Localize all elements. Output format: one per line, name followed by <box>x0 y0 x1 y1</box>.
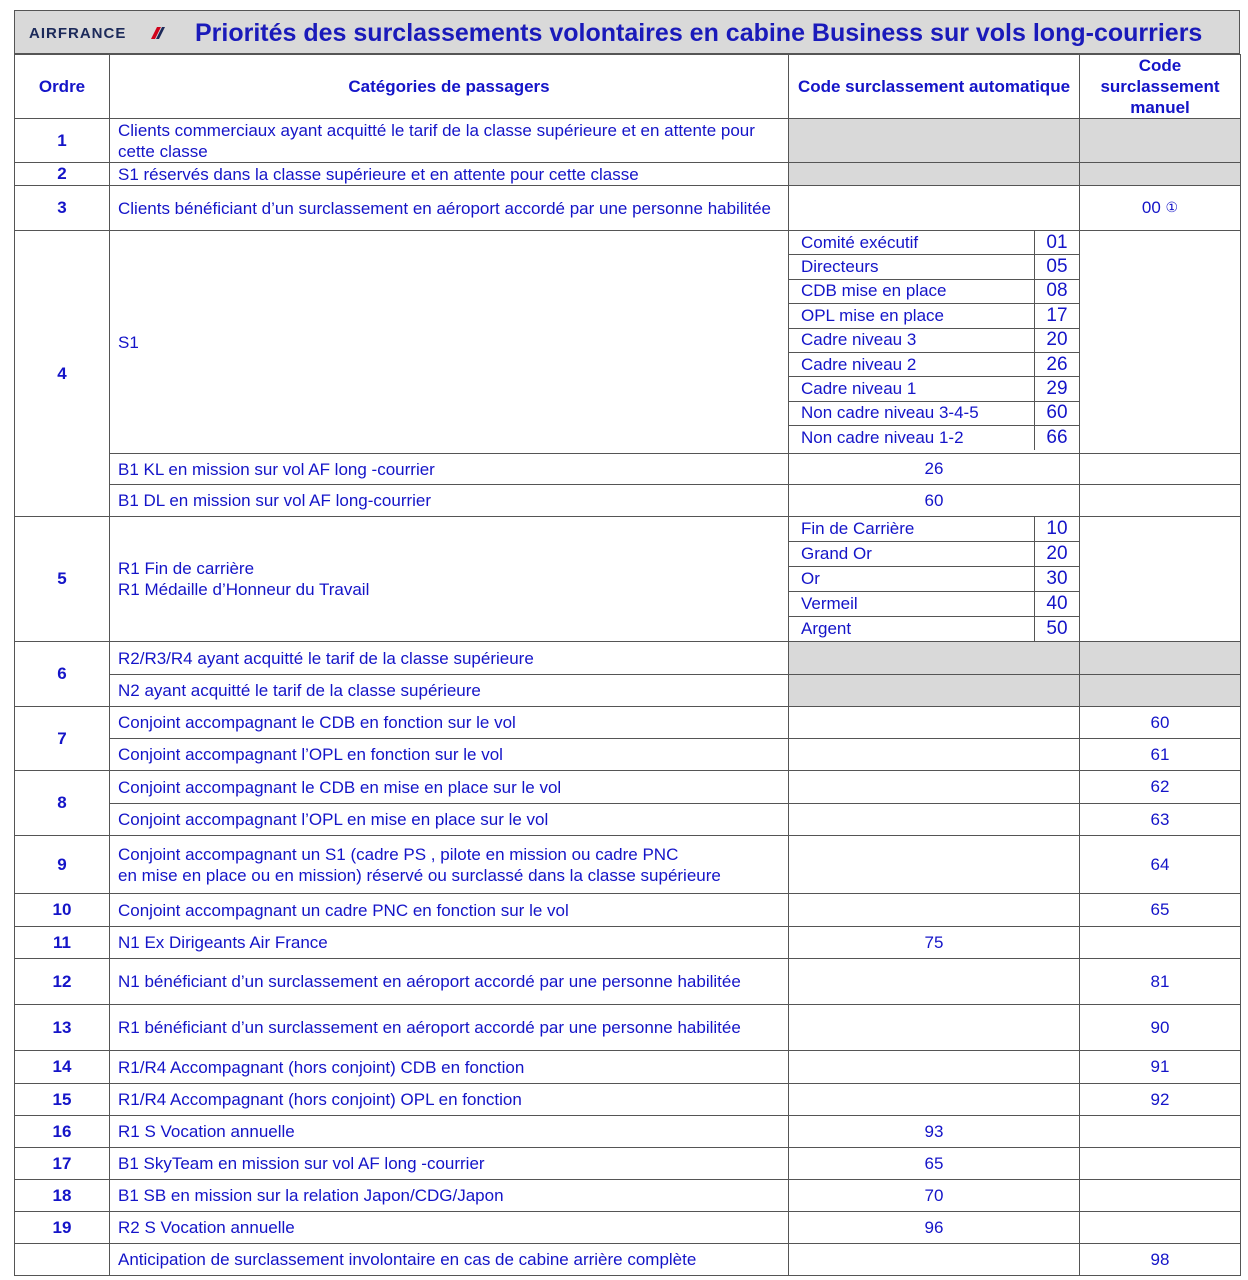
code-value: 66 <box>1035 426 1080 450</box>
table-row <box>15 119 1241 163</box>
table-row <box>15 1051 1241 1084</box>
list-item <box>789 426 1079 450</box>
list-item <box>789 401 1079 425</box>
manual-code-cell: 92 <box>1080 1084 1241 1116</box>
column-header-order: Ordre <box>15 55 110 119</box>
list-item <box>789 352 1079 376</box>
manual-code-cell: 63 <box>1080 804 1241 836</box>
table-row <box>15 894 1241 927</box>
category-cell: S1 réservés dans la classe supérieure et en attente pour cette classe <box>110 163 789 186</box>
code-value: 05 <box>1035 255 1080 279</box>
table-row <box>15 1116 1241 1148</box>
manual-code-cell: 91 <box>1080 1051 1241 1084</box>
s1-code-subtable <box>789 231 1079 450</box>
table-row <box>15 231 1241 454</box>
order-cell: 7 <box>15 707 110 771</box>
table-row <box>15 454 1241 485</box>
code-label: Directeurs <box>789 255 1035 279</box>
category-cell: R2 S Vocation annuelle <box>110 1212 789 1244</box>
code-value: 08 <box>1035 279 1080 303</box>
auto-code-cell: 93 <box>789 1116 1080 1148</box>
airfrance-logo: AIRFRANCE <box>29 25 127 42</box>
order-cell: 4 <box>15 231 110 517</box>
category-cell: Clients bénéficiant d’un surclassement en aéroport accordé par une personne habilitée <box>110 186 789 231</box>
code-label: Or <box>789 567 1035 592</box>
list-item <box>789 517 1079 542</box>
manual-code-cell <box>1080 675 1241 707</box>
table-row <box>15 959 1241 1005</box>
auto-code-cell <box>789 894 1080 927</box>
manual-code-value: 00 <box>1141 198 1161 217</box>
table-row <box>15 1084 1241 1116</box>
table-row <box>15 642 1241 675</box>
column-header-category: Catégories de passagers <box>110 55 789 119</box>
code-label: Non cadre niveau 3-4-5 <box>789 401 1035 425</box>
list-item <box>789 231 1079 255</box>
category-cell: N1 bénéficiant d’un surclassement en aéroport accordé par une personne habilitée <box>110 959 789 1005</box>
order-cell: 19 <box>15 1212 110 1244</box>
category-line: R1 Fin de carrière <box>118 559 255 578</box>
page-title: Priorités des surclassements volontaires en cabine Business sur vols long-courriers <box>195 19 1203 47</box>
list-item <box>789 592 1079 617</box>
manual-code-cell <box>1080 1116 1241 1148</box>
table-row <box>15 517 1241 642</box>
code-value: 29 <box>1035 377 1080 401</box>
auto-code-cell <box>789 836 1080 894</box>
code-label: Argent <box>801 619 852 638</box>
column-header-auto-code: Code surclassement automatique <box>789 55 1080 119</box>
order-cell: 11 <box>15 927 110 959</box>
manual-code-cell <box>1080 517 1241 642</box>
manual-code-cell: 64 <box>1080 836 1241 894</box>
order-cell <box>15 1244 110 1276</box>
category-cell: Conjoint accompagnant le CDB en mise en place sur le vol <box>110 771 789 804</box>
category-cell: Conjoint accompagnant l’OPL en mise en place sur le vol <box>110 804 789 836</box>
code-value: 40 <box>1035 592 1080 617</box>
manual-code-cell: 65 <box>1080 894 1241 927</box>
category-cell: R1 S Vocation annuelle <box>110 1116 789 1148</box>
auto-code-cell: 70 <box>789 1180 1080 1212</box>
code-label: Non cadre niveau 1-2 <box>801 427 964 447</box>
table-row <box>15 485 1241 517</box>
manual-code-cell <box>1080 927 1241 959</box>
manual-code-cell: 98 <box>1080 1244 1241 1276</box>
category-cell: B1 DL en mission sur vol AF long-courrier <box>110 485 789 517</box>
table-row <box>15 1180 1241 1212</box>
manual-code-cell <box>1080 1212 1241 1244</box>
manual-code-cell <box>1080 1148 1241 1180</box>
manual-code-cell <box>1080 163 1241 186</box>
code-label: CDB mise en place <box>789 279 1035 303</box>
table-row <box>15 804 1241 836</box>
code-value: 01 <box>1035 231 1080 255</box>
auto-code-cell: 26 <box>789 454 1080 485</box>
auto-code-cell <box>789 959 1080 1005</box>
manual-code-cell <box>1080 1180 1241 1212</box>
manual-code-cell: 62 <box>1080 771 1241 804</box>
auto-code-cell: 65 <box>789 1148 1080 1180</box>
table-row <box>15 163 1241 186</box>
auto-code-cell <box>789 163 1080 186</box>
order-cell: 1 <box>15 119 110 163</box>
list-item <box>789 328 1079 352</box>
auto-code-cell <box>789 1005 1080 1051</box>
order-cell: 2 <box>15 163 110 186</box>
order-cell: 13 <box>15 1005 110 1051</box>
category-cell <box>110 517 789 642</box>
category-cell: R2/R3/R4 ayant acquitté le tarif de la classe supérieure <box>110 642 789 675</box>
auto-code-cell: 96 <box>789 1212 1080 1244</box>
code-value: 30 <box>1035 567 1080 592</box>
list-item <box>789 377 1079 401</box>
code-value: 20 <box>1035 542 1080 567</box>
code-value: 10 <box>1035 517 1080 542</box>
upgrade-priority-table <box>14 54 1241 1276</box>
table-row <box>15 707 1241 739</box>
list-item <box>789 542 1079 567</box>
category-cell: N1 Ex Dirigeants Air France <box>110 927 789 959</box>
list-item <box>789 279 1079 303</box>
code-value: 20 <box>1035 328 1080 352</box>
order-cell: 16 <box>15 1116 110 1148</box>
category-cell: R1 bénéficiant d’un surclassement en aéroport accordé par une personne habilitée <box>110 1005 789 1051</box>
category-line: R1 Médaille d’Honneur du Travail <box>118 580 370 599</box>
code-label: Grand Or <box>789 542 1035 567</box>
auto-code-cell <box>789 1051 1080 1084</box>
auto-code-cell <box>789 739 1080 771</box>
category-cell: Anticipation de surclassement involontaire en cas de cabine arrière complète <box>110 1244 789 1276</box>
title-bar <box>14 10 1240 54</box>
code-label: Cadre niveau 3 <box>789 328 1035 352</box>
code-value: 17 <box>1035 304 1080 328</box>
code-value: 26 <box>1035 352 1080 376</box>
order-cell: 14 <box>15 1051 110 1084</box>
auto-code-cell <box>789 771 1080 804</box>
list-item <box>789 255 1079 279</box>
list-item <box>789 304 1079 328</box>
code-value: 60 <box>1035 401 1080 425</box>
manual-code-cell: 61 <box>1080 739 1241 771</box>
table-row <box>15 1244 1241 1276</box>
category-cell: Conjoint accompagnant le CDB en fonction sur le vol <box>110 707 789 739</box>
manual-code-cell: 90 <box>1080 1005 1241 1051</box>
s1-code-list <box>789 231 1080 454</box>
category-cell <box>110 836 789 894</box>
order-cell: 15 <box>15 1084 110 1116</box>
document-page <box>14 10 1242 1278</box>
order-cell: 8 <box>15 771 110 836</box>
code-label: OPL mise en place <box>789 304 1035 328</box>
table-row <box>15 186 1241 231</box>
manual-code-cell <box>1080 186 1241 231</box>
code-label: Comité exécutif <box>789 231 1035 255</box>
order-cell: 5 <box>15 517 110 642</box>
category-cell: B1 SB en mission sur la relation Japon/CDG/Japon <box>110 1180 789 1212</box>
auto-code-cell <box>789 642 1080 675</box>
table-row <box>15 1005 1241 1051</box>
table-row <box>15 675 1241 707</box>
table-row <box>15 836 1241 894</box>
code-label: Cadre niveau 2 <box>789 352 1035 376</box>
r1-code-list <box>789 517 1080 642</box>
order-cell: 6 <box>15 642 110 707</box>
list-item <box>789 617 1079 642</box>
auto-code-cell <box>789 186 1080 231</box>
table-row <box>15 771 1241 804</box>
code-label: Vermeil <box>789 592 1035 617</box>
order-cell: 9 <box>15 836 110 894</box>
category-cell: N2 ayant acquitté le tarif de la classe supérieure <box>110 675 789 707</box>
manual-code-cell <box>1080 231 1241 454</box>
auto-code-cell <box>789 707 1080 739</box>
order-cell: 10 <box>15 894 110 927</box>
auto-code-cell <box>789 1244 1080 1276</box>
manual-code-cell <box>1080 454 1241 485</box>
r1-code-subtable <box>789 517 1079 641</box>
category-line: Conjoint accompagnant un S1 (cadre PS , pilote en mission ou cadre PNC <box>118 844 679 864</box>
manual-code-cell: 81 <box>1080 959 1241 1005</box>
manual-code-cell <box>1080 485 1241 517</box>
code-value: 50 <box>1035 617 1080 642</box>
table-row <box>15 1212 1241 1244</box>
auto-code-cell <box>789 675 1080 707</box>
auto-code-cell: 75 <box>789 927 1080 959</box>
category-cell: R1/R4 Accompagnant (hors conjoint) CDB en fonction <box>110 1051 789 1084</box>
auto-code-cell: 60 <box>789 485 1080 517</box>
category-cell: Clients commerciaux ayant acquitté le tarif de la classe supérieure et en attente pour cette classe <box>110 119 789 163</box>
auto-code-cell <box>789 804 1080 836</box>
table-row <box>15 927 1241 959</box>
table-header-row <box>15 55 1241 119</box>
code-label: Cadre niveau 1 <box>789 377 1035 401</box>
table-row <box>15 739 1241 771</box>
order-cell: 18 <box>15 1180 110 1212</box>
code-label: Fin de Carrière <box>789 517 1035 542</box>
airfrance-logo-mark-icon <box>151 27 165 39</box>
manual-code-cell <box>1080 642 1241 675</box>
order-cell: 12 <box>15 959 110 1005</box>
manual-code-cell <box>1080 119 1241 163</box>
column-header-manual-code: Code surclassement manuel <box>1080 55 1241 119</box>
category-line: en mise en place ou en mission) réservé ou surclassé dans la classe supérieure <box>118 865 721 885</box>
category-cell: S1 <box>110 231 789 454</box>
category-cell: B1 KL en mission sur vol AF long -courrier <box>110 454 789 485</box>
order-cell: 3 <box>15 186 110 231</box>
category-cell: Conjoint accompagnant l’OPL en fonction sur le vol <box>110 739 789 771</box>
auto-code-cell <box>789 1084 1080 1116</box>
auto-code-cell <box>789 119 1080 163</box>
manual-code-cell: 60 <box>1080 707 1241 739</box>
list-item <box>789 567 1079 592</box>
category-cell: Conjoint accompagnant un cadre PNC en fonction sur le vol <box>110 894 789 927</box>
footnote-1-icon: ① <box>1165 199 1179 215</box>
category-cell: B1 SkyTeam en mission sur vol AF long -courrier <box>110 1148 789 1180</box>
order-cell: 17 <box>15 1148 110 1180</box>
category-cell: R1/R4 Accompagnant (hors conjoint) OPL en fonction <box>110 1084 789 1116</box>
table-row <box>15 1148 1241 1180</box>
